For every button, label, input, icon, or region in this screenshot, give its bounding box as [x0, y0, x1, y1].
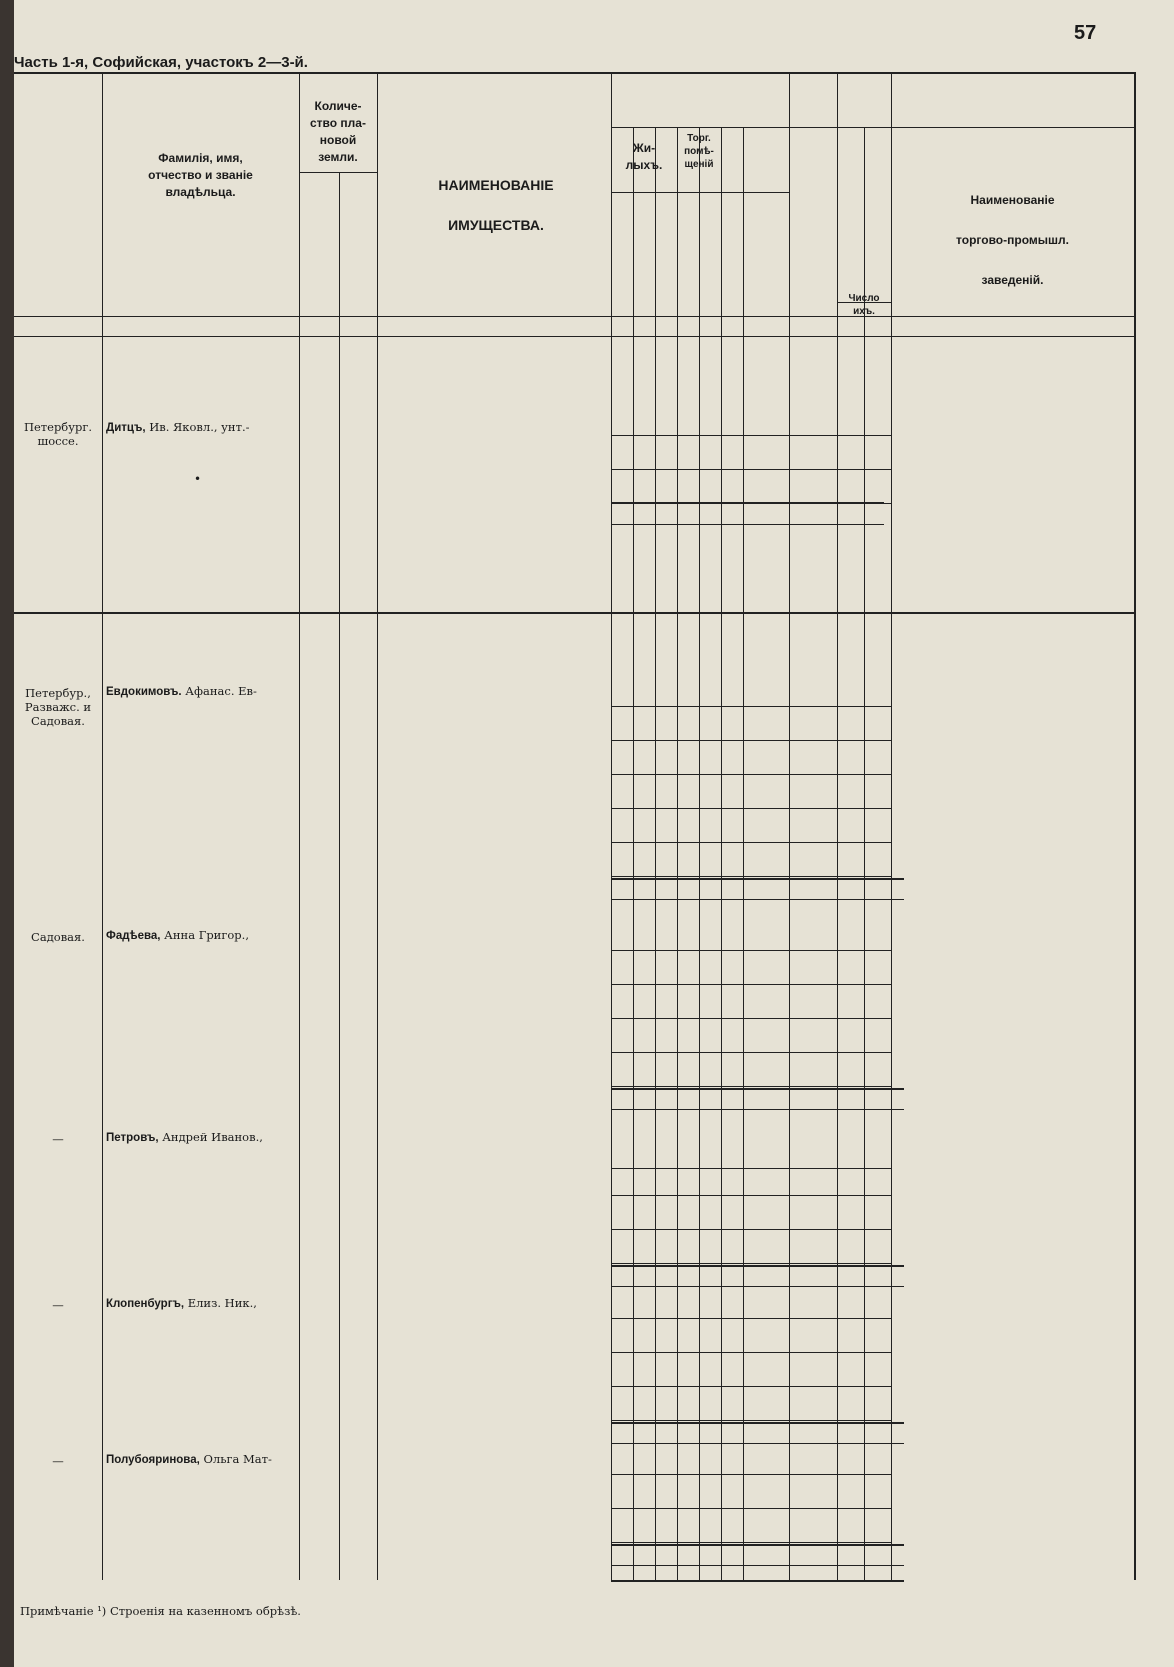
- owner-details: Андрей Иванов.,: [158, 1130, 263, 1144]
- col-property-header: [381, 165, 611, 245]
- col-trade-header-line: щеній: [684, 159, 714, 170]
- subtotal-rule: [611, 502, 884, 504]
- row-rule: [611, 706, 891, 707]
- table-right-rule: [1134, 72, 1136, 1580]
- row-rule: [611, 1508, 891, 1509]
- bld-sub-rule2: [611, 192, 789, 193]
- header-bottom-rule: [14, 316, 1134, 317]
- row-rule: [611, 1420, 891, 1421]
- owner-details: Анна Григор.,: [160, 928, 249, 942]
- owner-name: [106, 1296, 297, 1312]
- owner-surname: Полубояринова,: [106, 1454, 200, 1466]
- owner-street: [14, 686, 102, 728]
- row-rule: [611, 1229, 891, 1230]
- col-residential-header-line: Жи-: [632, 141, 656, 155]
- col-estab-header-line: торгово-промышл.: [956, 233, 1069, 247]
- row-rule: [611, 740, 891, 741]
- col-trade-header: [677, 132, 721, 171]
- col-count-header: [837, 292, 891, 318]
- col-estab-header: [891, 180, 1134, 300]
- owner-surname: Фадѣева,: [106, 930, 161, 942]
- owner-surname: Дитцъ,: [106, 422, 146, 434]
- owner-street: [14, 930, 102, 944]
- col-estab-header-line: заведеній.: [981, 273, 1044, 287]
- owner-street-line: —: [52, 1298, 64, 1312]
- owner-details: Ольга Мат-: [199, 1452, 272, 1466]
- ledger-page: [14, 0, 1174, 1667]
- occ-sub-rule: [837, 127, 1134, 128]
- col-land-header-line: земли.: [318, 150, 358, 164]
- row-rule: [611, 774, 891, 775]
- page-number: 57: [1074, 22, 1097, 44]
- row-rule: [611, 984, 891, 985]
- row-rule: [611, 1052, 891, 1053]
- owner-surname: Клопенбургъ,: [106, 1298, 185, 1310]
- subtotal-rule-bottom: [611, 1286, 904, 1287]
- owner-street-line: —: [52, 1132, 64, 1146]
- bld-col-rule-6: [743, 127, 744, 1580]
- col-land-header-line: новой: [319, 133, 357, 147]
- row-rule: [611, 435, 891, 436]
- row-rule: [611, 1352, 891, 1353]
- column-rule-land-end: [377, 72, 378, 1580]
- row-rule: [611, 469, 891, 470]
- owner-street: [14, 1298, 102, 1312]
- col-count-header-line: ихъ.: [853, 306, 875, 317]
- row-rule: [611, 1168, 891, 1169]
- col-owner-header-line: отчество и званіе: [148, 168, 253, 182]
- col-owner-header-line: Фамилія, имя,: [158, 151, 243, 165]
- col-owner-header-line: владѣльца.: [165, 185, 236, 199]
- owner-details: Афанас. Ев-: [181, 684, 257, 698]
- col-property-header-line: НАИМЕНОВАНІЕ: [438, 177, 554, 193]
- bld-col-rule-1: [633, 127, 634, 1580]
- subtotal-rule: [611, 878, 904, 880]
- subtotal-rule: [611, 1544, 904, 1546]
- subtotal-rule: [611, 1422, 904, 1424]
- subtotal-rule-bottom: [611, 524, 884, 525]
- col-land-header-line: ство пла-: [310, 116, 366, 130]
- table-top-rule: [14, 72, 1134, 74]
- bullet-dot: •: [194, 472, 202, 486]
- owner-street: [14, 1454, 102, 1468]
- row-rule: [611, 1018, 891, 1019]
- owner-name: [106, 928, 297, 944]
- subtotal-rule: [611, 1088, 904, 1090]
- owner-surname: Евдокимовъ.: [106, 686, 182, 698]
- owner-name: [106, 684, 297, 700]
- row-rule: [611, 1318, 891, 1319]
- owner-name: [106, 420, 295, 436]
- owner-details: Ив. Яковл., унт.-: [145, 420, 250, 434]
- column-rule-0: [102, 72, 103, 1580]
- row-rule: [611, 1386, 891, 1387]
- table-bottom-rule: [611, 1580, 904, 1582]
- col-estab-header-line: Наименованіе: [970, 193, 1055, 207]
- owner-street-line: Петербур.,: [25, 686, 91, 700]
- col-residential-header-line: лыхъ.: [625, 158, 663, 172]
- colnum-bottom-rule: [14, 336, 1134, 337]
- col-residential-header: [611, 140, 677, 174]
- subtotal-rule: [611, 1265, 904, 1267]
- owner-name: [106, 1130, 297, 1146]
- quarter-divider-rule: [14, 612, 1134, 614]
- subtotal-rule-bottom: [611, 1443, 904, 1444]
- owner-street-line: Разважс. и: [24, 700, 92, 714]
- bld-col-rule-4: [699, 127, 700, 1580]
- quarter-48-street-line: шоссе.: [37, 434, 79, 448]
- row-rule: [611, 1263, 891, 1264]
- quarter-48-street: [14, 420, 102, 448]
- row-rule: [611, 842, 891, 843]
- row-rule: [611, 808, 891, 809]
- owner-street-line: Садовая.: [31, 930, 85, 944]
- column-rule-apt: [864, 127, 865, 1580]
- owner-surname: Петровъ,: [106, 1132, 159, 1144]
- column-rule-1: [299, 72, 300, 1580]
- row-rule: [611, 1474, 891, 1475]
- page-header: Часть 1-я, Софийская, участокъ 2—3-й.: [14, 54, 308, 71]
- subtotal-rule-bottom: [611, 1565, 904, 1566]
- land-sub-rule: [299, 172, 377, 173]
- col-trade-header-line: помѣ-: [684, 146, 714, 157]
- column-rule-3: [789, 72, 790, 1580]
- ledger-table: [14, 0, 1174, 1667]
- owner-street-line: —: [52, 1454, 64, 1468]
- owner-street: [14, 1132, 102, 1146]
- quarter-48-street-line: Петербург.: [23, 420, 93, 434]
- row-rule: [611, 950, 891, 951]
- owner-details: Елиз. Ник.,: [184, 1296, 257, 1310]
- row-rule: [611, 1195, 891, 1196]
- col-land-header-line: Количе-: [314, 99, 362, 113]
- column-rule-land2: [339, 172, 340, 1580]
- book-gutter: [0, 0, 14, 1667]
- owner-name: [106, 1452, 297, 1468]
- footnote: Примѣчаніе ¹) Строенія на казенномъ обрѣзѣ.: [20, 1604, 301, 1618]
- bld-col-rule-5: [721, 127, 722, 1580]
- subtotal-rule-bottom: [611, 899, 904, 900]
- row-rule: [611, 1086, 891, 1087]
- subtotal-rule-bottom: [611, 1109, 904, 1110]
- col-count-header-line: Число: [848, 293, 880, 304]
- col-land-header: [299, 98, 377, 166]
- col-owner-header: [102, 150, 299, 201]
- row-rule: [611, 1542, 891, 1543]
- col-property-header-line: ИМУЩЕСТВА.: [448, 217, 544, 233]
- column-rule-2: [611, 72, 612, 1580]
- bld-col-rule-3: [677, 127, 678, 1580]
- row-rule: [611, 876, 891, 877]
- bld-col-rule-2: [655, 127, 656, 1580]
- col-trade-header-line: Торг.: [687, 133, 711, 144]
- owner-street-line: Садовая.: [31, 714, 85, 728]
- col-value-header: [793, 85, 833, 315]
